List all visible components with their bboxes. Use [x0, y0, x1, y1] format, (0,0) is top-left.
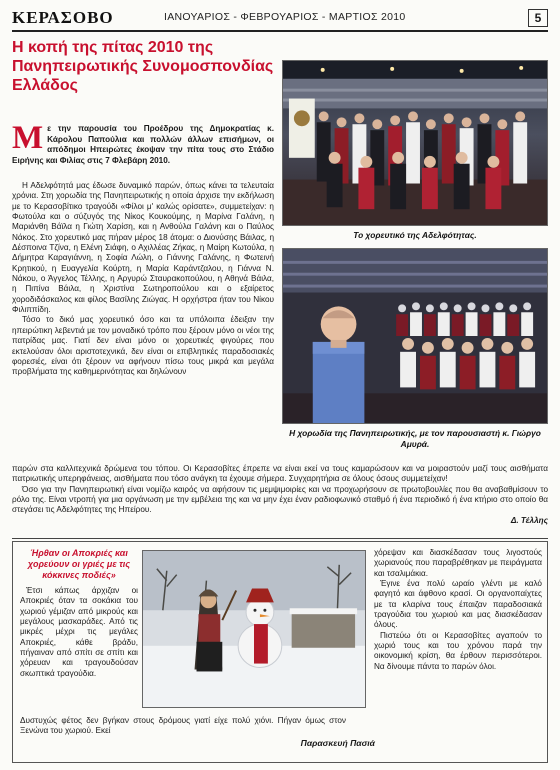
body-paragraph: Έγινε ένα πολύ ωραίο γλέντι με καλό φαγητό και άφθονο κρασί. Οι οργανοπαίχτες με τα κλαρίνα τους έπαιζαν παραδοσιακά τραγούδια του χωριού και μας διασκέδασαν όλους. [374, 579, 542, 630]
body-paragraph: χόρεψαν και διασκέδασαν τους λιγοστούς χωριανούς που παραβρέθηκαν με πειράγματα και τσαλιμάκια. [374, 548, 542, 578]
issue-date: ΙΑΝΟΥΑΡΙΟΣ - ΦΕΒΡΟΥΑΡΙΟΣ - ΜΑΡΤΙΟΣ 2010 [164, 11, 406, 23]
choir-photo [282, 248, 548, 424]
article-headline: Η κοπή της πίτας 2010 της Πανηπειρωτικής Συνομοσπονδίας Ελλάδος [12, 39, 274, 94]
photo-caption: Το χορευτικό της Αδελφότητας. [353, 230, 477, 240]
page-header [12, 8, 548, 30]
body-paragraph: Έτσι κάπως άρχιζαν οι Αποκριές όταν τα σοκάκια του χωριού γέμιζαν από μικρούς και μεγάλους μασκαράδες. Από τις μικρές μέχρι τις μεγάλες Αποκριές, κάθε βράδυ, πήγαιναν από σπίτι σε σπίτι και χόρευαν και τραγουδούσαν σκωπτικά τραγούδια. [20, 586, 138, 678]
drop-cap: Μ [12, 120, 44, 156]
body-paragraph: Η Αδελφότητά μας έδωσε δυναμικό παρών, όπως κάνει τα τελευταία χρόνια. Στη χορωδία της Πανηπειρωτικής η οποία άρχισε την εκδήλωση με το Κερασοβίτικο τραγούδι «Φίλοι μ' καλώς ορίσατε», συμμετείχαν: η Φωτούλα και ο σύζυγός της Νίκος Κουκούμης, η Μαρίνα Γαλάνη, η Μαριάνθη Βάϊλα η Γιώτη Χαρίση, και η Ανθούλα Γαλάνη και ο Παύλος Νάκος. Στο χορευτικό μας πήραν μέρος 18 άτομα: ο Διονύσης Βάιλας, η Δέσποινα Τζίνα, η Ελένη Σιάφη, ο Αχιλλέας Ζήκας, η Μαίρη Κωτούλα, η Δήμητρα Καραγιάννη, η Σοφία Λώλη, ο Γιάννης Γαλάνης, η Φωτεινή Κρητικού, η Ευαγγελία Κούρτη, η Μαρία Καράντζαλου, η Γιάννα Ν. Νάκου, ο Άγγελος Τέλλης, η Αργυρώ Σταυρακοπούλου, η Αθηνά Βάιλα, η Πιπίνα Βάιλα, η Χριστίνα Σωτηροπούλου και ο εξαίρετος χοροδιδάσκαλος και φίλος Βασίλης Ζιώγας. Η ορχήστρα ήταν του Νίκου Φιλιππίδη. [12, 181, 274, 315]
dance-group-photo [282, 60, 548, 226]
article-body-left [12, 181, 274, 378]
article2-author: Παρασκευή Πασιά [300, 738, 375, 748]
page-number: 5 [528, 9, 548, 27]
body-paragraph: Τόσο το δικό μας χορευτικό όσο και τα υπόλοιπα έδειξαν την ηπειρώτικη λεβεντιά με τον μοναδικό τρόπο που ξέρουν μόνο οι νέοι της πατρίδας μας. Γιατί δεν είναι μόνο οι χορευτικές φιγούρες που εκτελούσαν όλοι αριστοτεχνικά, δεν είναι οι επιβλητικές παραδοσιακές φορεσιές, είναι ότι ξέρουν να αφήνουν πίσω τους μικρά και μεγάλα προβλήματα της καθημερινότητας και δηλώνουν [12, 315, 274, 377]
article2-col-right [374, 548, 542, 672]
article2-headline: Ήρθαν οι Αποκριές και χορεύουν οι γριές με τις κόκκινες ποδιές» [27, 548, 131, 580]
masthead: ΚΕΡΑΣΟΒΟ [12, 8, 114, 27]
header-rule [12, 30, 548, 32]
lead-text: ε την παρουσία του Προέδρου της Δημοκρατίας κ. Κάρολου Παπούλια και πολλών άλλων επισήμων, οι απόδημοι Ηπειρώτες έκοψαν την πίτα τους στο Στάδιο Ειρήνης και Φιλίας στις 7 Φλεβάρη 2010. [12, 124, 274, 165]
photo-caption: Η χορωδία της Πανηπειρωτικής, με τον παρουσιαστή κ. Γιώργο Αμυρά. [289, 428, 541, 449]
body-paragraph: παρών στα καλλιτεχνικά δρώμενα του τόπου. Οι Κερασοβίτες έπρεπε να είναι εκεί να τους καμαρώσουν και να μοιραστούν μαζί τους αισθήματα πατριωτικής υπερηφάνειας, αισθήματα που τόσο ανάγκη τα έχουμε σήμερα. Συγχαρητήρια σε όλους όσους συμμετείχαν! [12, 464, 548, 484]
section-divider [12, 538, 548, 539]
article-lead [12, 120, 274, 166]
body-paragraph: Πιστεύω ότι οι Κερασοβίτες αγαπούν το χωριό τους και του χρόνου παρά την οικονομική κρίση, θα έρθουν περισσότεροι. Να δίνουμε πάντα το παρών όλοι. [374, 630, 542, 671]
carnival-snow-photo [142, 550, 366, 708]
article2-bottom-text: Δυστυχώς φέτος δεν βγήκαν στους δρόμους γιατί είχε πολύ χιόνι. Πήγαν όμως στον Ξενώνα του χωριού. Εκεί [20, 716, 346, 736]
article-author: Δ. Τέλλης [510, 515, 548, 525]
article2-col-left [20, 586, 138, 679]
article-body-wide [12, 464, 548, 526]
body-paragraph: Όσο για την Πανηπειρωτική είναι νομίζω καιρός να αφήσουν τις μεμψιμοιρίες και να προχωρήσουν σε πρωτοβουλίες που θα αναβαθμίσουν το ρόλο της. Είναι ντροπή για μια οργάνωση με την εμβέλεια της και να μην έχει έναν ραδιοφωνικό σταθμό ή ένα περιοδικό ή ένα κτήριο στο οποίο θα στεγάσει τις Αδελφότητες της Ηπείρου. [12, 484, 548, 515]
